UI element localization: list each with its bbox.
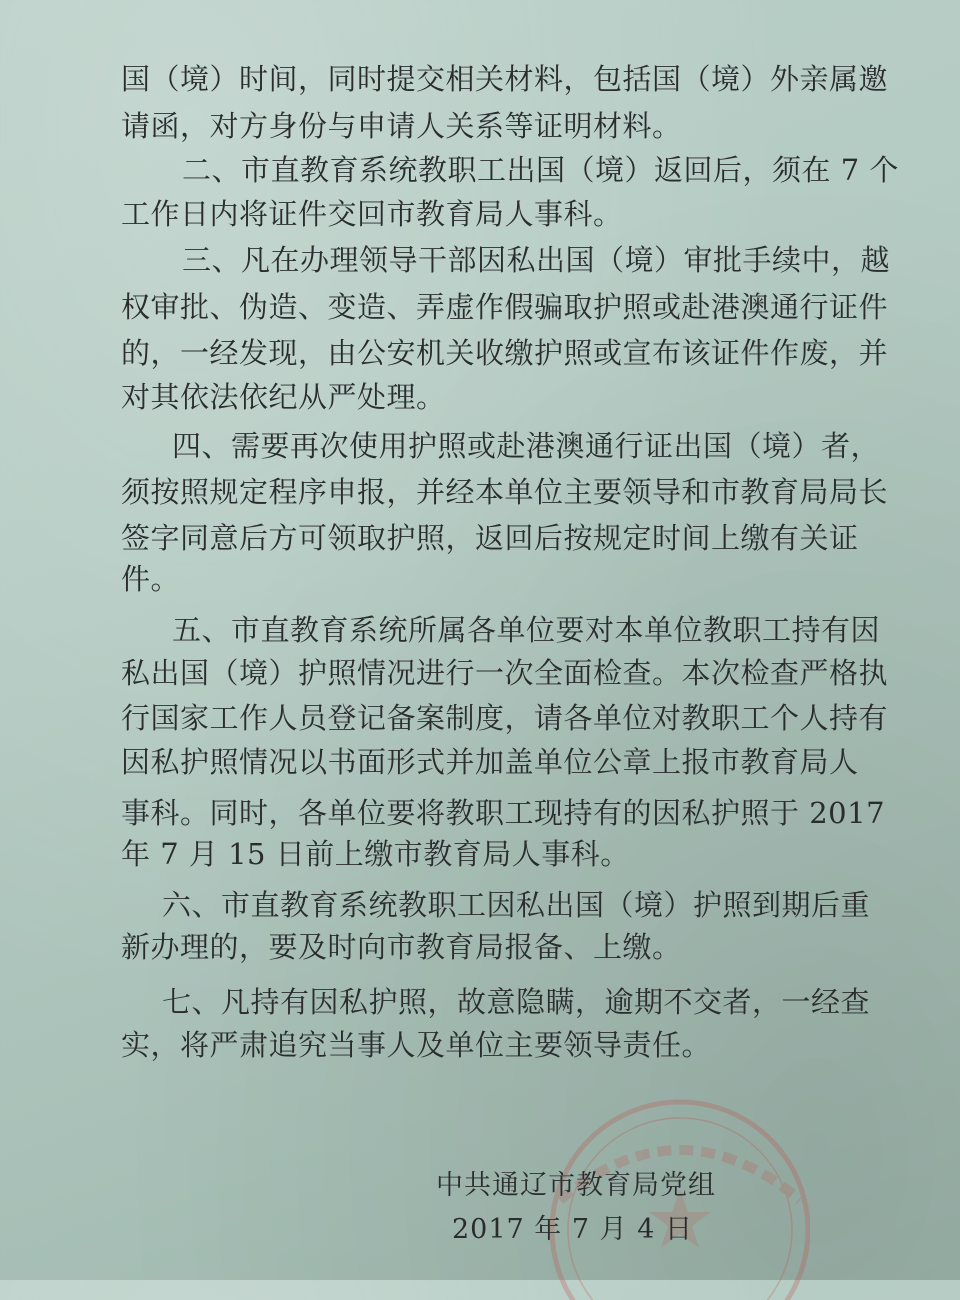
text-line: 须按照规定程序申报，并经本单位主要领导和市教育局局长 (121, 475, 889, 509)
text-line: 对其依法依纪从严处理。 (121, 380, 446, 414)
text-line: 工作日内将证件交回市教育局人事科。 (121, 197, 623, 231)
signature-date: 2017 年 7 月 4 日 (452, 1214, 693, 1245)
signature-organization: 中共通辽市教育局党组 (436, 1170, 716, 1201)
text-line: 因私护照情况以书面形式并加盖单位公章上报市教育局人 (121, 745, 859, 779)
text-line: 新办理的，要及时向市教育局报备、上缴。 (121, 930, 682, 964)
text-line: 实，将严肃追究当事人及单位主要领导责任。 (121, 1028, 712, 1062)
text-line: 权审批、伪造、变造、弄虚作假骗取护照或赴港澳通行证件 (121, 290, 889, 324)
text-line: 行国家工作人员登记备案制度，请各单位对教职工个人持有 (121, 701, 889, 735)
text-line: 的，一经发现，由公安机关收缴护照或宣布该证件作废，并 (121, 336, 889, 370)
text-line: 事科。同时，各单位要将教职工现持有的因私护照于 2017 (121, 796, 886, 830)
text-line: 五、市直教育系统所属各单位要对本单位教职工持有因 (172, 613, 881, 647)
text-line: 三、凡在办理领导干部因私出国（境）审批手续中，越 (182, 243, 891, 277)
text-line: 私出国（境）护照情况进行一次全面检查。本次检查严格执 (121, 656, 889, 690)
text-line: 签字同意后方可领取护照，返回后按规定时间上缴有关证 (121, 521, 859, 555)
text-line: 四、需要再次使用护照或赴港澳通行证出国（境）者， (172, 429, 881, 463)
text-line: 七、凡持有因私护照，故意隐瞒，逾期不交者，一经查 (162, 985, 871, 1019)
text-line: 六、市直教育系统教职工因私出国（境）护照到期后重 (162, 888, 871, 922)
text-line: 年 7 月 15 日前上缴市教育局人事科。 (121, 837, 630, 871)
text-line: 二、市直教育系统教职工出国（境）返回后，须在 7 个 (182, 153, 899, 187)
text-line: 请函，对方身份与申请人关系等证明材料。 (121, 109, 682, 143)
text-line: 国（境）时间，同时提交相关材料，包括国（境）外亲属邀 (121, 62, 889, 96)
text-line: 件。 (121, 562, 181, 596)
